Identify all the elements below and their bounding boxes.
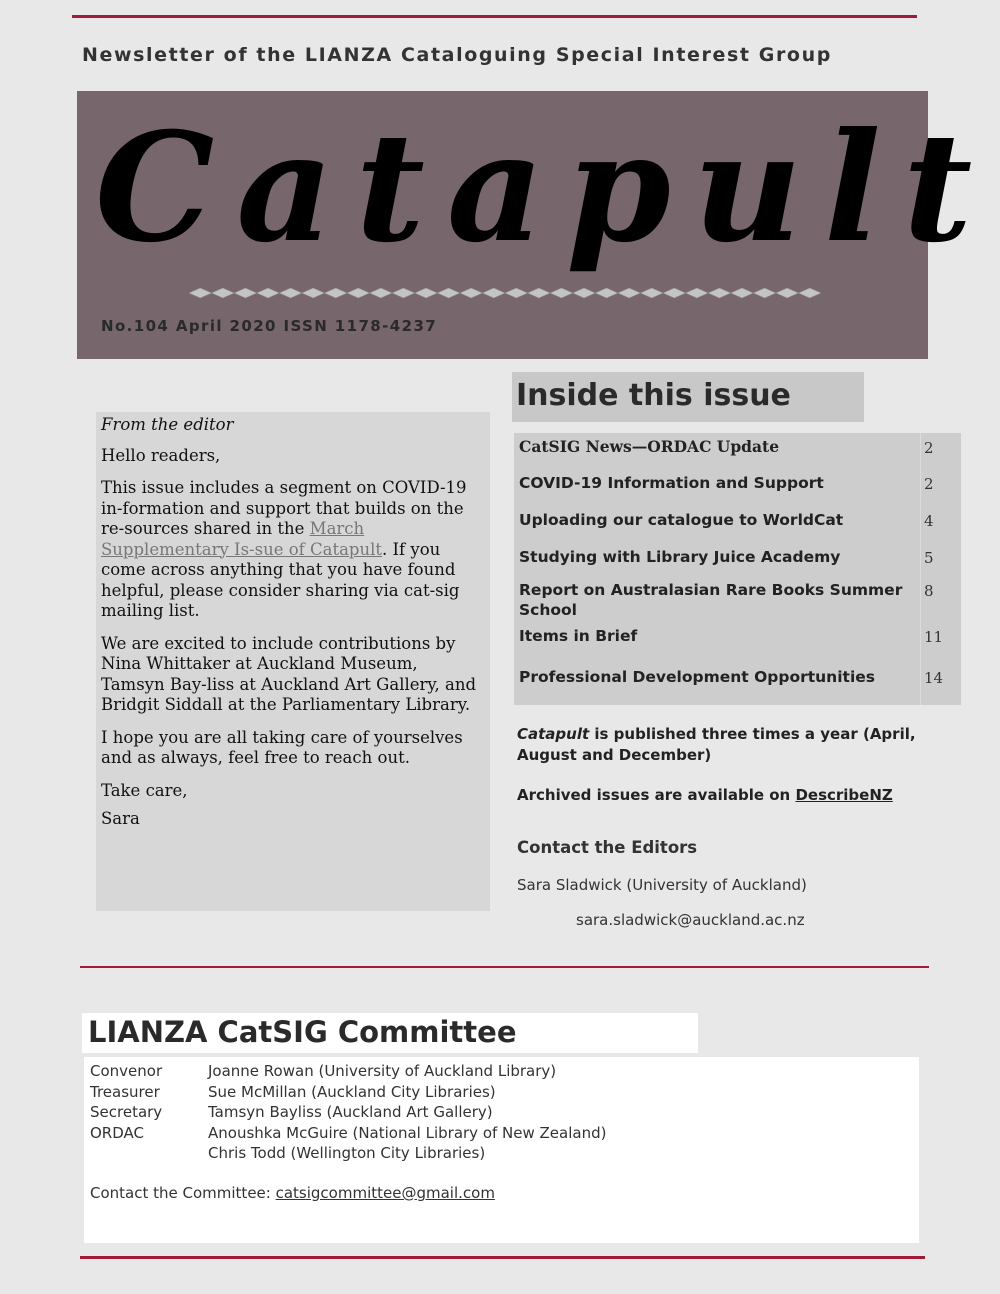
diamond-ornament [189, 287, 821, 299]
editor-paragraph-3: I hope you are all taking care of yourselves and as always, feel free to reach out. [101, 727, 463, 767]
editor-signoff: Take care, [101, 780, 188, 800]
ornament-diamond [595, 288, 618, 298]
committee-contact-label: Contact the Committee: [90, 1184, 276, 1202]
editor-p1-text-end: . If you come across anything that you have found helpful, please consider sharing via cat-sig mailing list. [101, 539, 460, 620]
ornament-diamond [686, 288, 709, 298]
committee-email-link[interactable]: catsigcommittee@gmail.com [275, 1184, 495, 1202]
ornament-diamond [347, 288, 370, 298]
publication-frequency: is published three times a year (April, August and December) [517, 725, 916, 764]
toc-item-title: Studying with Library Juice Academy [519, 548, 841, 566]
ornament-diamond [437, 288, 460, 298]
editor-note [96, 412, 490, 911]
ornament-diamond [753, 288, 776, 298]
archived-issues [517, 786, 893, 804]
toc-item-title: Report on Australasian Rare Books Summer School [519, 581, 903, 619]
committee-name: Joanne Rowan (University of Auckland Library) [208, 1062, 557, 1080]
ornament-diamond [257, 288, 280, 298]
publication-info [517, 724, 937, 766]
ornament-diamond [708, 288, 731, 298]
ornament-diamond [302, 288, 325, 298]
ornament-diamond [505, 288, 528, 298]
ornament-diamond [482, 288, 505, 298]
toc-item-title: Professional Development Opportunities [519, 668, 875, 686]
newsletter-subtitle: Newsletter of the LIANZA Cataloguing Special Interest Group [82, 44, 832, 66]
committee-name: Tamsyn Bayliss (Auckland Art Gallery) [208, 1103, 493, 1121]
toc-item-page: 11 [924, 628, 944, 646]
ornament-diamond [528, 288, 551, 298]
ornament-diamond [189, 288, 212, 298]
editor-p1-text: This issue includes a segment on COVID-19 in-formation and support that builds on the re-sources shared in the [101, 478, 467, 538]
ornament-diamond [776, 288, 799, 298]
committee-name: Chris Todd (Wellington City Libraries) [208, 1144, 486, 1162]
toc-item-title: CatSIG News—ORDAC Update [519, 437, 780, 456]
masthead-banner [77, 91, 995, 359]
committee-list [84, 1057, 919, 1243]
committee-contact [90, 1183, 495, 1204]
ornament-diamond [663, 288, 686, 298]
ornament-diamond [731, 288, 754, 298]
editor-email[interactable]: sara.sladwick@auckland.ac.nz [576, 911, 805, 929]
editor-note-heading: From the editor [101, 415, 234, 434]
bottom-rule [80, 1256, 925, 1259]
toc-item-page: 2 [924, 439, 934, 457]
editor-paragraph-2: We are excited to include contributions by Nina Whittaker at Auckland Museum, Tamsyn Bay-liss at Auckland Art Gallery, and Bridgit Siddall at the Parliamentary Library. [101, 633, 477, 714]
editor-signature: Sara [101, 809, 140, 828]
committee-heading: LIANZA CatSIG Committee [82, 1013, 698, 1053]
editor-paragraph-1 [101, 478, 482, 622]
toc-item-title: Items in Brief [519, 627, 638, 645]
committee-role: Treasurer [90, 1082, 160, 1101]
ornament-diamond [798, 288, 821, 298]
committee-role: Secretary [90, 1103, 163, 1121]
ornament-diamond [212, 288, 235, 298]
committee-role: Convenor [90, 1062, 163, 1080]
toc-item-page: 8 [924, 582, 934, 600]
toc-item-title: Uploading our catalogue to WorldCat [519, 511, 844, 529]
publication-name: Catapult [517, 725, 590, 743]
ornament-diamond [392, 288, 415, 298]
table-of-contents [514, 433, 961, 705]
toc-item-page: 5 [924, 549, 934, 567]
contact-editors-heading: Contact the Editors [517, 838, 698, 857]
ornament-diamond [640, 288, 663, 298]
ornament-diamond [550, 288, 573, 298]
ornament-diamond [415, 288, 438, 298]
ornament-diamond [370, 288, 393, 298]
supplementary-issue-link[interactable]: March Supplementary Is-sue of Catapult [101, 519, 383, 559]
committee-name: Anoushka McGuire (National Library of New Zealand) [208, 1123, 607, 1142]
middle-rule [80, 966, 929, 968]
ornament-diamond [279, 288, 302, 298]
ornament-diamond [460, 288, 483, 298]
inside-issue-heading: Inside this issue [512, 372, 864, 422]
issue-line: No.104 April 2020 ISSN 1178-4237 [101, 317, 438, 335]
masthead-title: Catapult [95, 100, 995, 276]
toc-divider [920, 433, 921, 705]
editor-greeting: Hello readers, [101, 445, 221, 465]
ornament-diamond [234, 288, 257, 298]
top-rule [72, 15, 917, 18]
editor-name: Sara Sladwick (University of Auckland) [517, 876, 807, 894]
toc-item-page: 14 [924, 669, 944, 687]
toc-item-page: 2 [924, 475, 934, 493]
toc-item-page: 4 [924, 512, 934, 530]
ornament-diamond [618, 288, 641, 298]
committee-name: Sue McMillan (Auckland City Libraries) [208, 1082, 496, 1101]
ornament-diamond [324, 288, 347, 298]
archived-text: Archived issues are available on [517, 786, 796, 804]
describenz-link[interactable]: DescribeNZ [795, 786, 893, 804]
toc-item-title: COVID-19 Information and Support [519, 474, 824, 492]
committee-role: ORDAC [90, 1123, 144, 1142]
ornament-diamond [573, 288, 596, 298]
